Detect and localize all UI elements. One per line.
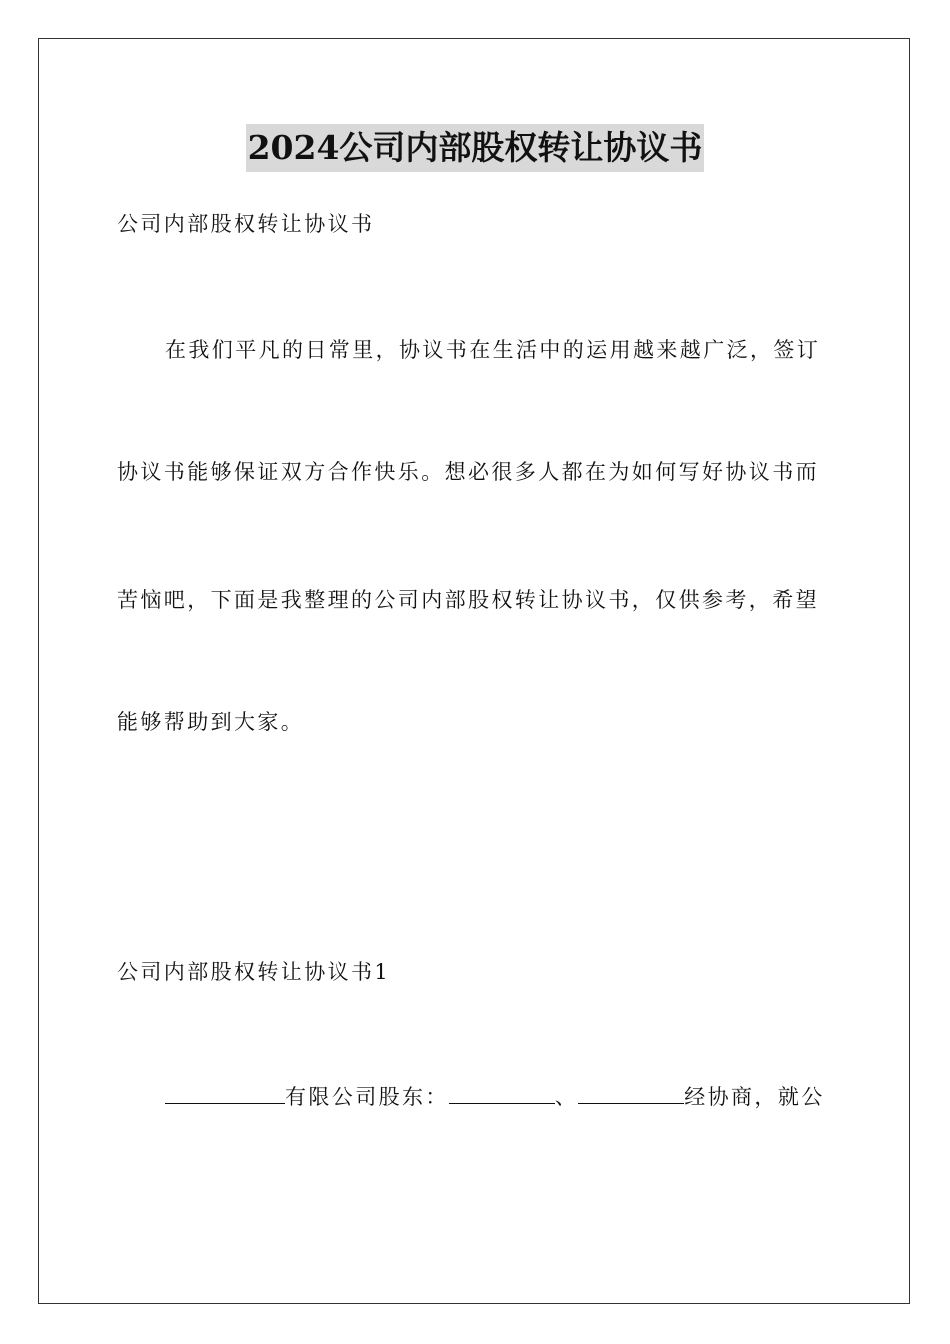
blank-shareholder-1[interactable]	[449, 1081, 555, 1104]
blank-shareholder-2[interactable]	[578, 1081, 684, 1104]
clause-line	[165, 1081, 825, 1112]
clause-part-3: 经协商，就公	[684, 1085, 825, 1109]
clause-part-2: 、	[554, 1085, 579, 1109]
document-subtitle: 公司内部股权转让协议书	[117, 212, 375, 236]
title-container	[0, 124, 950, 172]
intro-line-2: 协议书能够保证双方合作快乐。想必很多人都在为如何写好协议书而	[117, 460, 819, 484]
intro-line-1: 在我们平凡的日常里，协议书在生活中的运用越来越广泛，签订	[165, 338, 821, 362]
intro-line-3: 苦恼吧，下面是我整理的公司内部股权转让协议书，仅供参考，希望	[117, 588, 819, 612]
clause-part-1: 有限公司股东：	[285, 1085, 449, 1109]
intro-line-4: 能够帮助到大家。	[117, 710, 305, 734]
document-title: 2024公司内部股权转让协议书	[246, 124, 705, 172]
section-heading: 公司内部股权转让协议书1	[117, 960, 391, 984]
blank-company-name[interactable]	[165, 1081, 285, 1104]
